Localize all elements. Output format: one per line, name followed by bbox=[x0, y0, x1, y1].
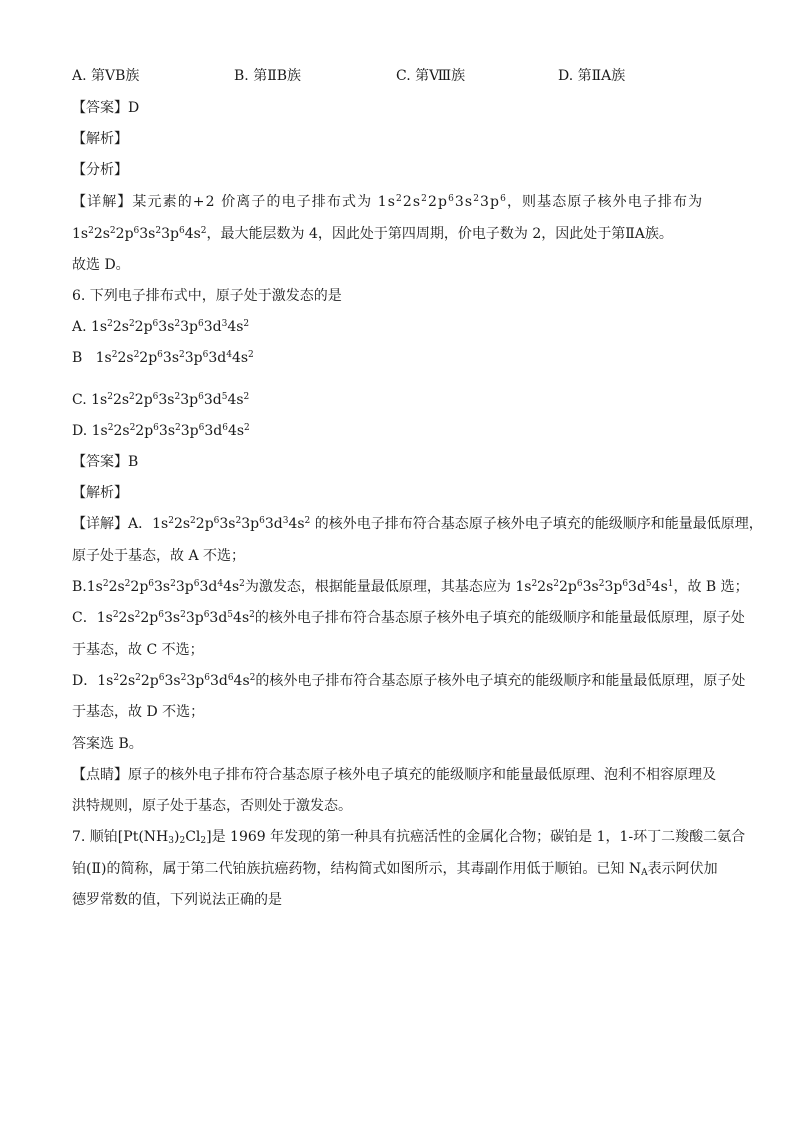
option-c-prev: C. 第Ⅷ族 bbox=[396, 68, 466, 84]
option-a-prev: A. 第ⅤB族 bbox=[72, 68, 140, 84]
q7-text: 7. 顺铂[Pt(NH bbox=[72, 829, 169, 845]
detail-label: 【详解】 bbox=[72, 194, 133, 210]
q6-detail-d: D．$1s^22s^22p^63s^23p^63d^64s^2$的核外电子排布符合基态原子核外电子填充的能级顺序和能量最低原理，原子处 bbox=[72, 673, 746, 689]
q6-detail-c-line2: 于基态，故 C 不选； bbox=[72, 642, 204, 658]
q6-stem: 6. 下列电子排布式中，原子处于激发态的是 bbox=[72, 288, 342, 304]
detail-text-line2: ，最大能层数为 4，因此处于第四周期，价电子数为 2，因此处于第ⅡA族。 bbox=[206, 226, 673, 242]
q7-stem-line2 bbox=[72, 859, 718, 879]
q6-answer bbox=[72, 452, 138, 472]
q5-detail-line2: $1s^22s^22p^63s^23p^64s^2$，最大能层数为 4，因此处于第四周期，价电子数为 2，因此处于第ⅡA族。 bbox=[72, 226, 673, 242]
detail-text: 某元素的+2 价离子的电子排布式为 bbox=[132, 194, 378, 210]
answer-value: B bbox=[128, 454, 139, 470]
q6-tip-line1 bbox=[72, 765, 716, 785]
q6-detail-a-line2: 原子处于基态，故 A 不选； bbox=[72, 548, 246, 564]
detail-text: 的核外电子排布符合基态原子核外电子填充的能级顺序和能量最低原理，原子处 bbox=[254, 610, 745, 626]
answer-label: 【答案】 bbox=[72, 100, 128, 116]
detail-prefix: C． bbox=[72, 610, 97, 626]
q7-text: ]是 1969 年发现的第一种具有抗癌活性的金属化合物；碳铂是 1，1-环丁二羧酸二氨合 bbox=[206, 829, 746, 845]
q5-answer bbox=[72, 98, 139, 118]
detail-text: 为激发态，根据能量最低原理，其基态应为 bbox=[244, 579, 516, 595]
detail-label: 【详解】 bbox=[72, 516, 128, 532]
q6-conclusion: 答案选 B。 bbox=[72, 736, 143, 752]
q6-detail-d-line2: 于基态，故 D 不选； bbox=[72, 704, 205, 720]
answer-label: 【答案】 bbox=[72, 454, 128, 470]
detail-prefix: A． bbox=[128, 516, 153, 532]
q6-option-c: C. $1s^22s^22p^63s^23p^63d^54s^2$ bbox=[72, 392, 250, 408]
q7-text: Cl bbox=[185, 829, 201, 845]
detail-prefix: D． bbox=[72, 673, 98, 689]
q5-fenxi-label: 【分析】 bbox=[72, 162, 128, 178]
detail-text-end: ，故 B 选； bbox=[673, 579, 749, 595]
option-label: B bbox=[72, 350, 96, 366]
detail-text: 的核外电子排布符合基态原子核外电子填充的能级顺序和能量最低原理， bbox=[314, 516, 763, 532]
q6-option-d: D. $1s^22s^22p^63s^23p^63d^64s^2$ bbox=[72, 423, 250, 439]
q6-detail-c: C．$1s^22s^22p^63s^23p^63d^54s^2$的核外电子排布符合基态原子核外电子填充的能级顺序和能量最低原理，原子处 bbox=[72, 610, 745, 626]
q7-text: 铂(Ⅱ)的简称，属于第二代铂族抗癌药物，结构简式如图所示，其毒副作用低于顺铂。已知 N bbox=[72, 861, 642, 877]
q6-option-a: A. $1s^22s^22p^63s^23p^63d^34s^2$ bbox=[72, 319, 250, 335]
q6-analysis-label: 【解析】 bbox=[72, 485, 128, 501]
q6-detail-a: 【详解】A．$1s^22s^22p^63s^23p^63d^34s^2$ 的核外电子排布符合基态原子核外电子填充的能级顺序和能量最低原理， bbox=[72, 516, 763, 532]
q7-text: ) bbox=[173, 829, 180, 845]
tip-text: 原子的核外电子排布符合基态原子核外电子填充的能级顺序和能量最低原理、泡利不相容原理及 bbox=[128, 767, 716, 783]
q6-tip-line2: 洪特规则，原子处于基态，否则处于激发态。 bbox=[72, 798, 352, 814]
option-label: A. bbox=[72, 319, 92, 335]
q7-stem-line1: 7. 顺铂$[Pt(NH_3)_2Cl_2]$是 1969 年发现的第一种具有抗癌活性的金属化合物；碳铂是 1，1-环丁二羧酸二氨合 bbox=[72, 829, 746, 846]
option-label: C. bbox=[72, 392, 92, 408]
q6-option-b: B $1s^22s^22p^63s^23p^63d^44s^2$ bbox=[72, 350, 254, 366]
q7-stem-line3: 德罗常数的值，下列说法正确的是 bbox=[72, 892, 282, 908]
q6-detail-b: $B.1s^22s^22p^63s^23p^63d^44s^2$为激发态，根据能量最低原理，其基态应为 $1s^22s^22p^63s^23p^63d^54s^1$，故 B 选； bbox=[72, 579, 749, 595]
answer-value: D bbox=[128, 100, 140, 116]
option-b-prev: B. 第ⅡB族 bbox=[234, 68, 301, 84]
detail-text: 的核外电子排布符合基态原子核外电子填充的能级顺序和能量最低原理，原子处 bbox=[255, 673, 746, 689]
detail-text-cont: ，则基态原子核外电子排布为 bbox=[506, 194, 704, 210]
q5-detail-line1: 【详解】某元素的+2 价离子的电子排布式为 $1s^22s^22p^63s^23p^6$，则基态原子核外电子排布为 bbox=[72, 194, 704, 210]
detail-prefix: B. bbox=[72, 579, 87, 595]
q7-text: 表示阿伏加 bbox=[647, 861, 718, 877]
option-label: D. bbox=[72, 423, 92, 439]
tip-label: 【点睛】 bbox=[72, 767, 128, 783]
q5-analysis-label: 【解析】 bbox=[72, 131, 128, 147]
q5-conclusion: 故选 D。 bbox=[72, 257, 130, 273]
option-d-prev: D. 第ⅡA族 bbox=[558, 68, 626, 84]
avogadro-subscript: A bbox=[641, 868, 648, 878]
